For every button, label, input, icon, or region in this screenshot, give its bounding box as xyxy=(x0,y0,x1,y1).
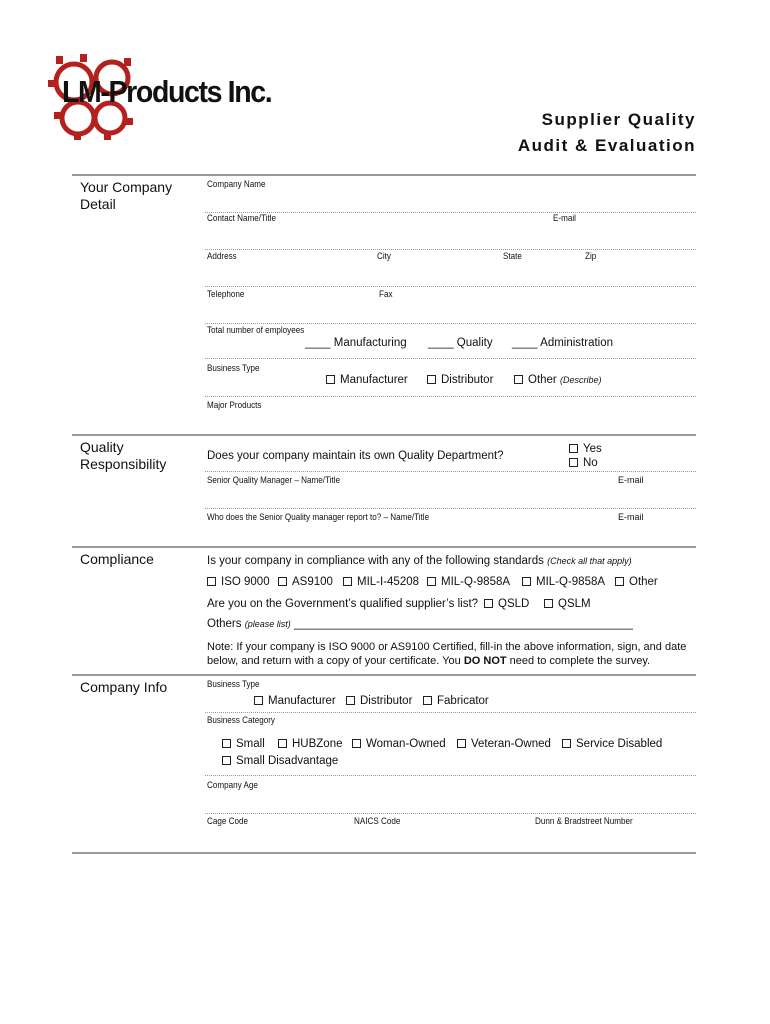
note-text: Note: If your company is ISO 9000 or AS9100 Certified, fill-in the above information, sign, and date below, and return with a copy of your certificate. You xyxy=(207,641,687,667)
note-emphasis: DO NOT xyxy=(463,655,507,667)
info-manufacturer-checkbox[interactable] xyxy=(254,695,336,707)
company-age-field[interactable]: Company Age xyxy=(207,780,258,790)
contact-name-field[interactable]: Contact Name/Title xyxy=(207,213,277,223)
gov-list-question: Are you on the Government’s qualified supplier’s list? xyxy=(207,598,479,610)
section-heading-quality: Quality Responsibility xyxy=(80,439,167,472)
checkbox-icon xyxy=(544,599,553,608)
standard-iso9000-checkbox[interactable] xyxy=(207,576,270,588)
category-hubzone-checkbox[interactable] xyxy=(278,738,343,750)
business-type-other-checkbox[interactable] xyxy=(514,374,601,386)
checkbox-icon xyxy=(562,739,571,748)
logo-text: LM-Products Inc. xyxy=(62,74,272,109)
business-category-label: Business Category xyxy=(207,715,275,725)
naics-code-field[interactable]: NAICS Code xyxy=(354,816,401,826)
checkbox-icon xyxy=(346,696,355,705)
checkbox-icon xyxy=(427,375,436,384)
checkbox-icon xyxy=(522,577,531,586)
checkbox-icon xyxy=(222,739,231,748)
question-text: Is your company in compliance with any of the following standards xyxy=(207,555,544,567)
section-heading-company-info: Company Info xyxy=(80,679,168,695)
note-text-end: need to complete the survey. xyxy=(506,655,651,667)
certification-note xyxy=(207,640,697,668)
sqm-email-field[interactable]: E-mail xyxy=(618,475,644,485)
quality-no-checkbox[interactable] xyxy=(569,457,598,469)
state-field[interactable]: State xyxy=(503,251,522,261)
checkbox-label: MIL-Q-9858A xyxy=(441,576,511,588)
compliance-question xyxy=(207,555,632,567)
employees-quality-field[interactable]: ____ Quality xyxy=(428,337,493,349)
describe-note: (Describe) xyxy=(559,375,602,385)
qsld-checkbox[interactable] xyxy=(484,598,529,610)
city-field[interactable]: City xyxy=(377,251,391,261)
checkbox-label: MIL-Q-9858A xyxy=(536,576,606,588)
section-divider xyxy=(72,434,696,436)
fax-field[interactable]: Fax xyxy=(379,289,393,299)
category-service-disabled-checkbox[interactable] xyxy=(562,738,662,750)
major-products-field[interactable]: Major Products xyxy=(207,400,262,410)
checkbox-icon xyxy=(457,739,466,748)
checkbox-icon xyxy=(352,739,361,748)
checkbox-icon xyxy=(615,577,624,586)
checkbox-label: AS9100 xyxy=(292,576,333,588)
checkbox-label: No xyxy=(583,457,598,469)
email-field[interactable]: E-mail xyxy=(553,213,576,223)
business-type-distributor-checkbox[interactable] xyxy=(427,374,493,386)
checkbox-label: Service Disabled xyxy=(576,738,663,750)
checkbox-label: MIL-I-45208 xyxy=(357,576,420,588)
quality-dept-question: Does your company maintain its own Quality Department? xyxy=(207,450,504,462)
others-line: _____________________________________________________ xyxy=(293,618,633,630)
standard-mil-q-9858a-checkbox[interactable] xyxy=(427,576,510,588)
company-name-field[interactable]: Company Name xyxy=(207,179,266,189)
standard-mil-q-9858a-2-checkbox[interactable] xyxy=(522,576,605,588)
checkbox-label: Manufacturer xyxy=(340,374,408,386)
qslm-checkbox[interactable] xyxy=(544,598,591,610)
category-veteran-owned-checkbox[interactable] xyxy=(457,738,551,750)
checkbox-icon xyxy=(278,577,287,586)
checkbox-icon xyxy=(343,577,352,586)
checkbox-label: Veteran-Owned xyxy=(471,738,551,750)
checkbox-label: Small Disadvantage xyxy=(236,755,339,767)
section-heading-compliance: Compliance xyxy=(80,551,154,567)
form-bottom-divider xyxy=(72,852,696,854)
checkbox-label: Other xyxy=(528,374,557,386)
checkbox-label: ISO 9000 xyxy=(221,576,270,588)
employees-manufacturing-field[interactable]: ____ Manufacturing xyxy=(305,337,407,349)
section-divider xyxy=(72,674,696,676)
checkbox-icon xyxy=(254,696,263,705)
checkbox-label: Fabricator xyxy=(437,695,489,707)
info-fabricator-checkbox[interactable] xyxy=(423,695,489,707)
business-type-manufacturer-checkbox[interactable] xyxy=(326,374,408,386)
cage-code-field[interactable]: Cage Code xyxy=(207,816,248,826)
title-line-1: Supplier Quality xyxy=(541,110,696,129)
section-heading-company-detail: Your Company Detail xyxy=(80,179,173,212)
quality-yes-checkbox[interactable] xyxy=(569,443,602,455)
checkbox-icon xyxy=(569,458,578,467)
checkbox-icon xyxy=(484,599,493,608)
section-divider xyxy=(72,174,696,176)
checkbox-icon xyxy=(427,577,436,586)
address-field[interactable]: Address xyxy=(207,251,237,261)
category-small-checkbox[interactable] xyxy=(222,738,265,750)
business-type-label-2: Business Type xyxy=(207,679,260,689)
standard-other-checkbox[interactable] xyxy=(615,576,658,588)
category-small-disadvantage-checkbox[interactable] xyxy=(222,755,338,767)
checkbox-icon xyxy=(569,444,578,453)
category-woman-owned-checkbox[interactable] xyxy=(352,738,446,750)
senior-quality-manager-field[interactable]: Senior Quality Manager – Name/Title xyxy=(207,475,340,485)
checkbox-icon xyxy=(278,739,287,748)
duns-number-field[interactable]: Dunn & Bradstreet Number xyxy=(535,816,633,826)
others-field[interactable] xyxy=(207,618,633,630)
checkbox-icon xyxy=(326,375,335,384)
business-type-label: Business Type xyxy=(207,363,260,373)
standard-as9100-checkbox[interactable] xyxy=(278,576,333,588)
checkbox-label: Manufacturer xyxy=(268,695,336,707)
section-divider xyxy=(72,546,696,548)
zip-field[interactable]: Zip xyxy=(585,251,597,261)
checkbox-label: Other xyxy=(629,576,658,588)
checkbox-icon xyxy=(514,375,523,384)
checkbox-label: QSLM xyxy=(558,598,591,610)
checkbox-label: Distributor xyxy=(441,374,494,386)
employees-label: Total number of employees xyxy=(207,325,305,335)
checkbox-icon xyxy=(207,577,216,586)
checkbox-label: QSLD xyxy=(498,598,530,610)
others-label: Others xyxy=(207,618,242,630)
checkbox-label: Yes xyxy=(583,443,602,455)
report-email-field[interactable]: E-mail xyxy=(618,512,644,522)
title-line-2: Audit & Evaluation xyxy=(517,136,696,155)
checkbox-label: Distributor xyxy=(360,695,413,707)
others-note: (please list) xyxy=(244,619,291,629)
telephone-field[interactable]: Telephone xyxy=(207,289,245,299)
employees-admin-field[interactable]: ____ Administration xyxy=(512,337,614,349)
checkbox-label: Small xyxy=(236,738,265,750)
question-note: (Check all that apply) xyxy=(547,556,632,566)
checkbox-icon xyxy=(222,756,231,765)
checkbox-icon xyxy=(423,696,432,705)
checkbox-label: Woman-Owned xyxy=(366,738,446,750)
info-distributor-checkbox[interactable] xyxy=(346,695,412,707)
standard-mil-i-45208-checkbox[interactable] xyxy=(343,576,419,588)
report-to-field[interactable]: Who does the Senior Quality manager report to? – Name/Title xyxy=(207,512,430,522)
checkbox-label: HUBZone xyxy=(292,738,343,750)
